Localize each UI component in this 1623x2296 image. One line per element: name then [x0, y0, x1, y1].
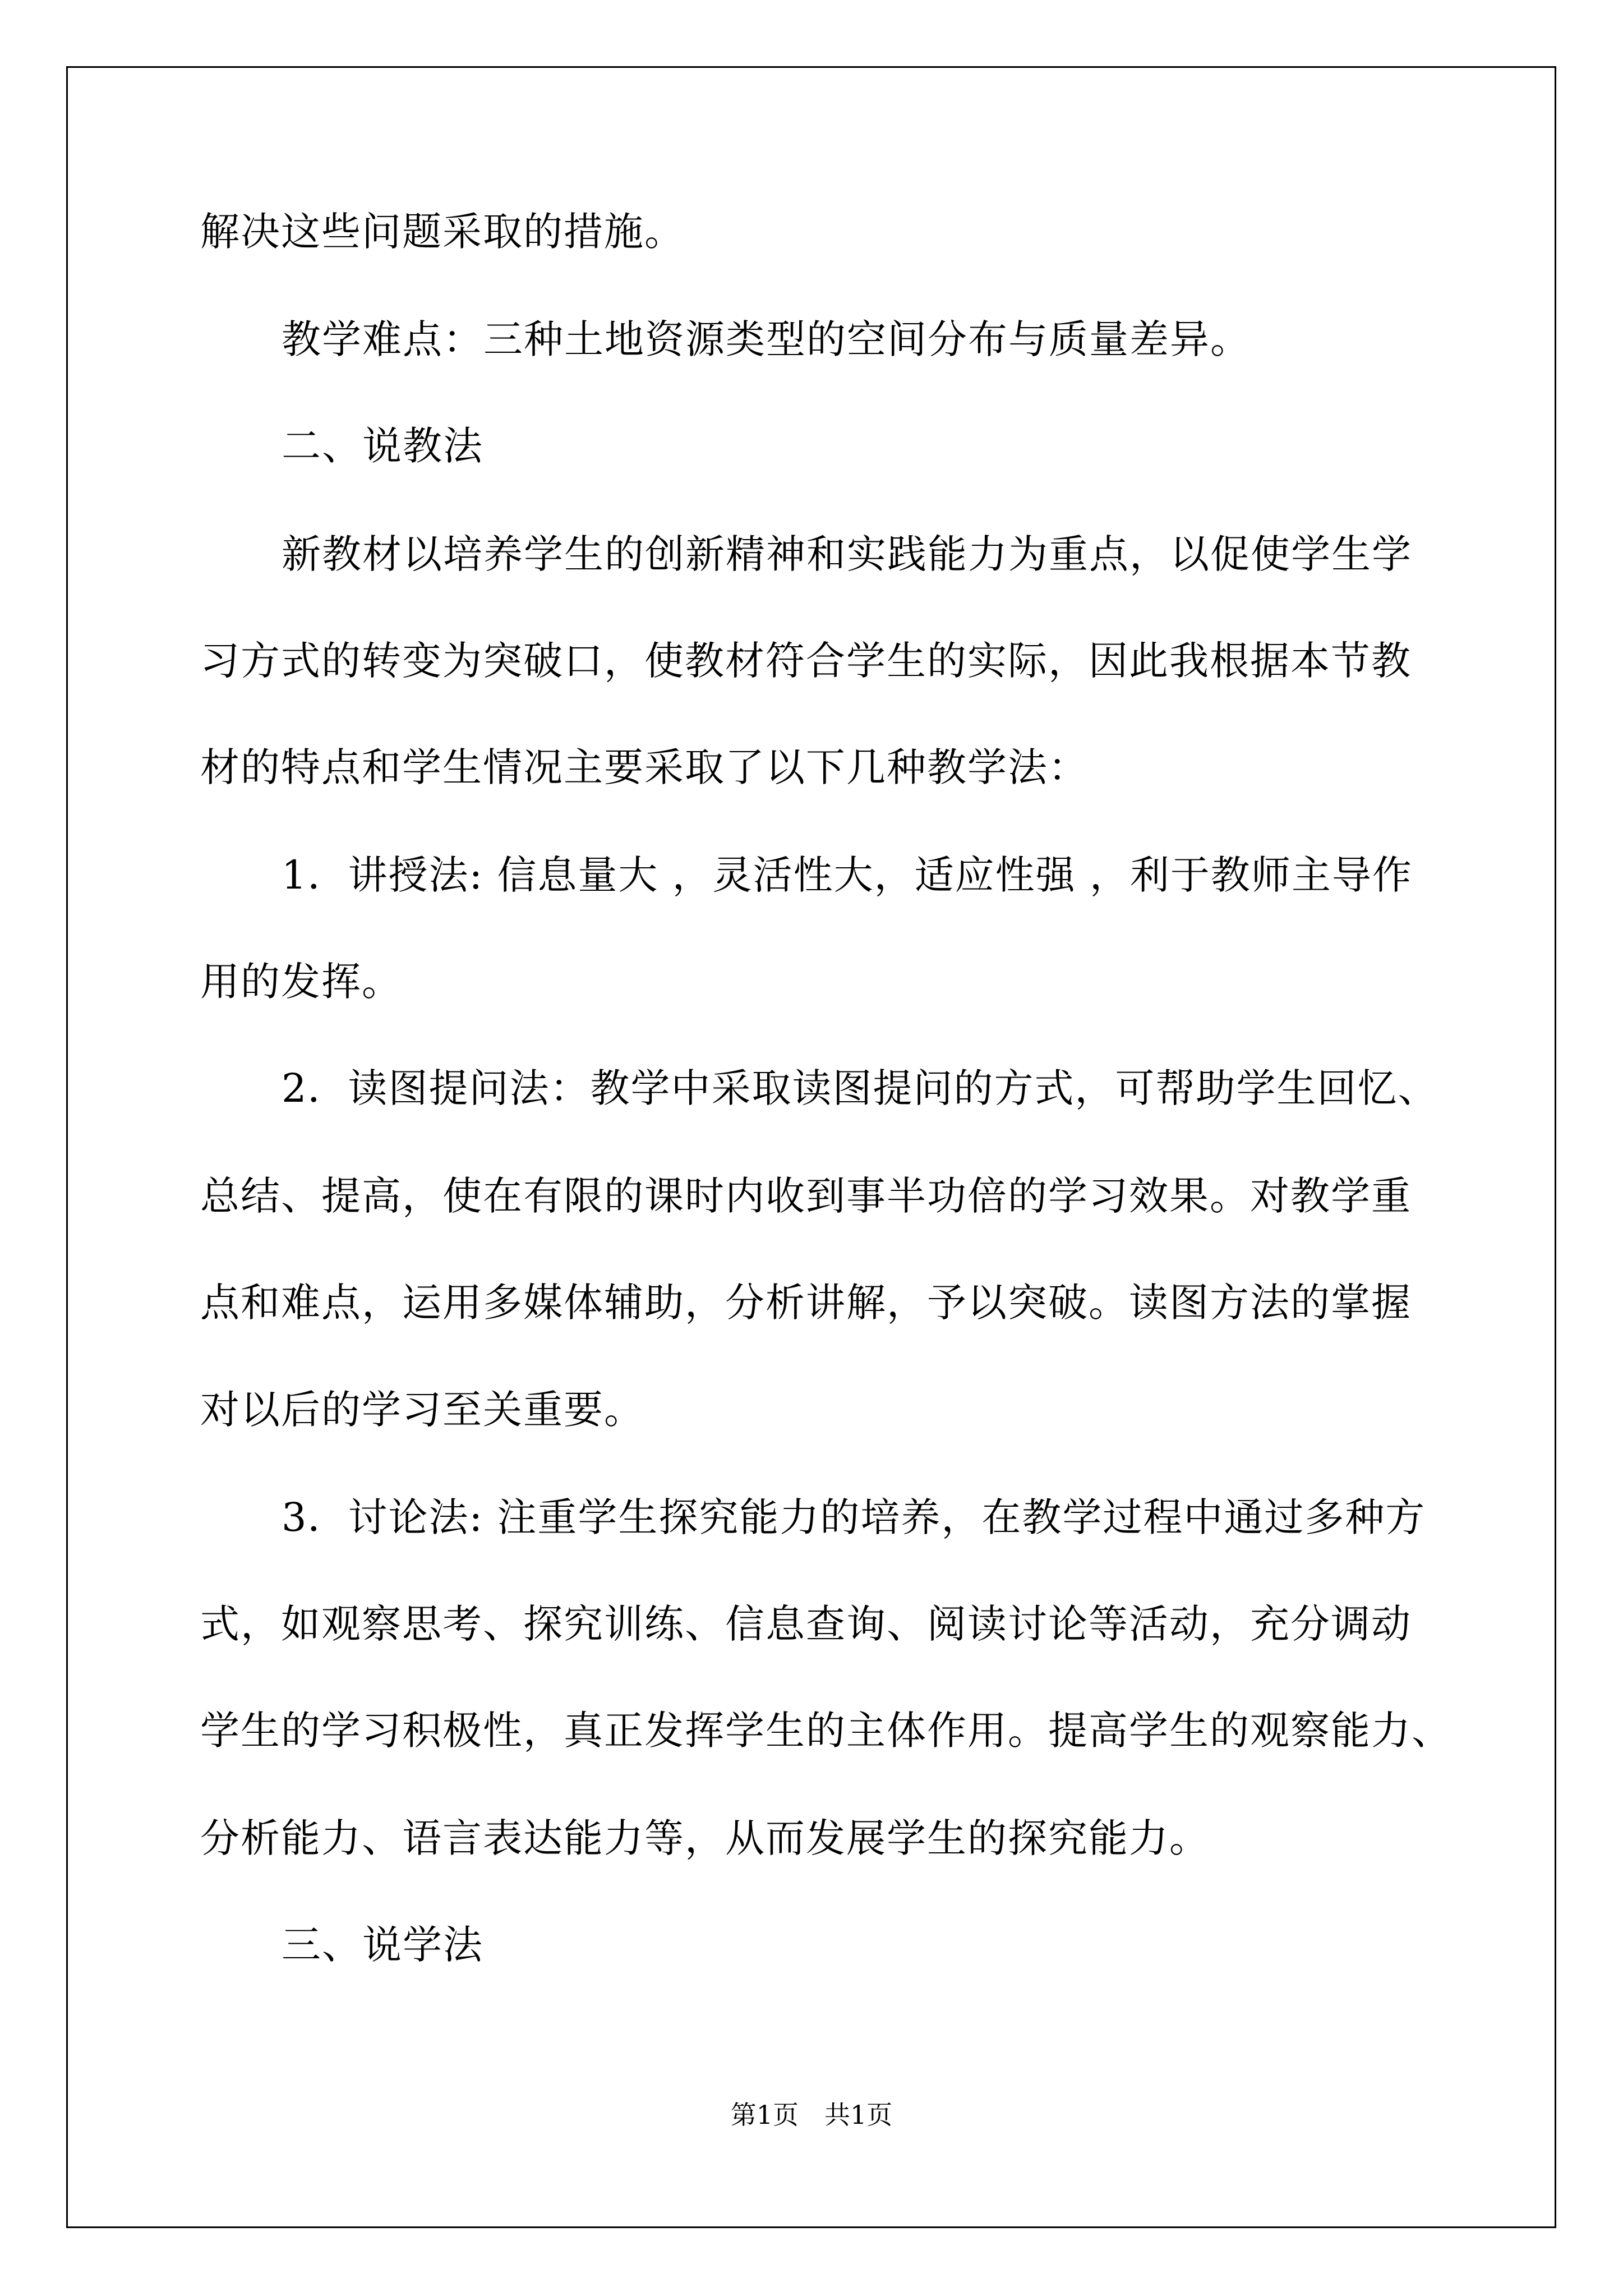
text-line-16: 分析能力、语言表达能力等，从而发展学生的探究能力。 — [200, 1815, 1210, 1861]
text-line-10: 总结、提高，使在有限的课时内收到事半功倍的学习效果。对教学重 — [200, 1173, 1412, 1219]
text-line-15: 学生的学习积极性，真正发挥学生的主体作用。提高学生的观察能力、 — [200, 1708, 1452, 1754]
text-line-2: 教学难点：三种土地资源类型的空间分布与质量差异。 — [282, 316, 1251, 362]
text-line-8: 用的发挥。 — [200, 959, 402, 1005]
text-line-11: 点和难点，运用多媒体辅助，分析讲解，予以突破。读图方法的掌握 — [200, 1280, 1412, 1326]
text-line-4: 新教材以培养学生的创新精神和实践能力为重点，以促使学生学 — [282, 531, 1412, 577]
text-line-7: 1．讲授法: 信息量大 ，灵活性大，适应性强 ，利于教师主导作 — [282, 852, 1413, 898]
text-line-14: 式，如观察思考、探究训练、信息查询、阅读讨论等活动，充分调动 — [200, 1601, 1412, 1647]
page-number-footer: 第1页 共1页 — [730, 2100, 893, 2130]
text-line-13: 3．讨论法: 注重学生探究能力的培养，在教学过程中通过多种方 — [282, 1494, 1426, 1540]
text-line-6: 材的特点和学生情况主要采取了以下几种教学法： — [200, 744, 1089, 790]
text-line-12: 对以后的学习至关重要。 — [200, 1387, 644, 1433]
section-heading-teaching-method: 二、说教法 — [282, 423, 483, 469]
page-border — [66, 66, 1556, 2228]
section-heading-learning-method: 三、说学法 — [282, 1922, 483, 1968]
text-line-5: 习方式的转变为突破口，使教材符合学生的实际，因此我根据本节教 — [200, 638, 1412, 684]
text-line-9: 2．读图提问法：教学中采取读图提问的方式，可帮助学生回忆、 — [282, 1065, 1438, 1111]
text-line-1: 解决这些问题采取的措施。 — [200, 209, 685, 255]
